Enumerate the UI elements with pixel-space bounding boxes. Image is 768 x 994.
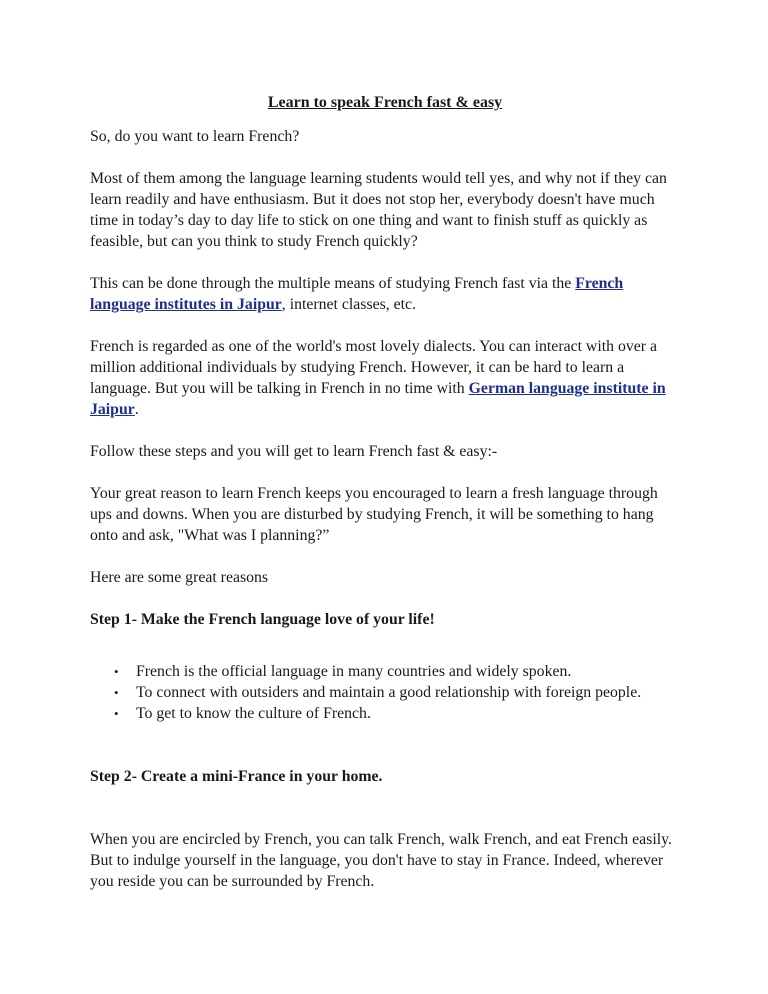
list-item — [114, 682, 680, 703]
step-2-heading: Step 2- Create a mini-France in your home. — [90, 768, 383, 785]
german-institute-link[interactable]: German language institute in Jaipur — [90, 380, 666, 418]
list-item-text: French is the official language in many countries and widely spoken. — [136, 663, 572, 680]
intro-question: So, do you want to learn French? — [90, 128, 300, 145]
paragraph-dialects-text-after: . — [134, 401, 139, 418]
bullet-icon: • — [114, 664, 119, 679]
paragraph-reason: Your great reason to learn French keeps you encouraged to learn a fresh language through ups and downs. When you are disturbed by studying French, it will be something to hang onto and ask, "What was I planning?” — [90, 485, 658, 544]
list-item-text: To get to know the culture of French. — [136, 705, 371, 722]
paragraph-reasons-heading: Here are some great reasons — [90, 569, 269, 586]
paragraph-means — [90, 273, 680, 315]
list-item — [114, 703, 680, 724]
step-1-heading: Step 1- Make the French language love of your life! — [90, 611, 435, 628]
paragraph-means-text-after: , internet classes, etc. — [281, 296, 417, 313]
paragraph-steps-intro: Follow these steps and you will get to learn French fast & easy:- — [90, 443, 498, 460]
paragraph-students: Most of them among the language learning students would tell yes, and why not if they can learn readily and have enthusiasm. But it does not stop her, everybody doesn't have much time in today’s day to day life to stick on one thing and want to finish stuff as quickly as feasible, but can you think to study French quickly? — [90, 170, 667, 250]
list-item — [114, 661, 680, 682]
bullet-icon: • — [114, 685, 119, 700]
bullet-icon: • — [114, 706, 119, 721]
paragraph-dialects — [90, 336, 680, 420]
paragraph-dialects-text-before: French is regarded as one of the world's most lovely dialects. You can interact with over a million additional individuals by studying French. However, it can be hard to learn a language. But you will be talking in French in no time with — [90, 338, 657, 397]
reasons-list — [90, 661, 680, 724]
document-title: Learn to speak French fast & easy — [267, 94, 503, 111]
document-page — [90, 92, 680, 913]
spacer — [90, 787, 680, 829]
list-item-text: To connect with outsiders and maintain a good relationship with foreign people. — [136, 684, 642, 701]
spacer — [90, 724, 680, 766]
paragraph-encircled: When you are encircled by French, you can talk French, walk French, and eat French easily. But to indulge yourself in the language, you don't have to stay in France. Indeed, wherever you reside you can be surrounded by French. — [90, 831, 672, 890]
french-institute-link[interactable]: French language institutes in Jaipur — [90, 275, 624, 313]
paragraph-means-text-before: This can be done through the multiple means of studying French fast via the — [90, 275, 576, 292]
